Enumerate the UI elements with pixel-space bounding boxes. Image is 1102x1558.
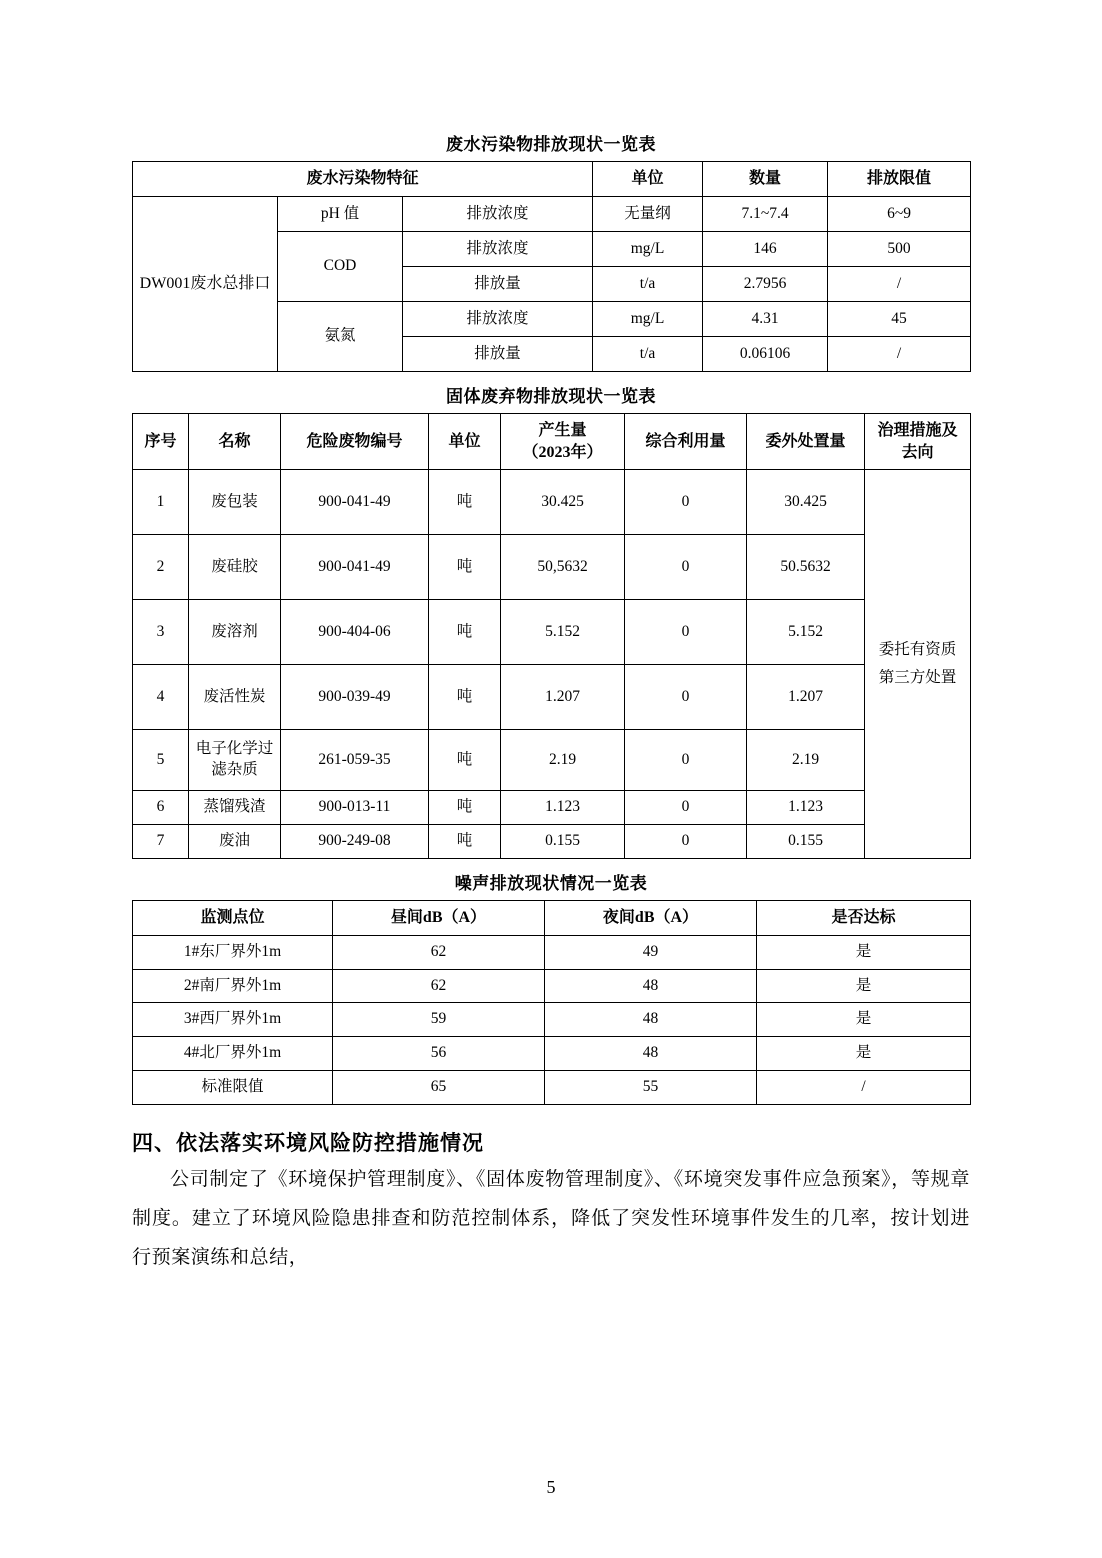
solidwaste-unit: 吨 bbox=[429, 791, 501, 825]
solidwaste-code: 261-059-35 bbox=[281, 730, 429, 791]
table-row bbox=[133, 825, 971, 859]
solidwaste-no: 5 bbox=[133, 730, 189, 791]
noise-pass: 是 bbox=[757, 969, 971, 1003]
noise-table-title: 噪声排放现状情况一览表 bbox=[454, 874, 648, 894]
solidwaste-name: 废包装 bbox=[189, 470, 281, 535]
noise-pass: 是 bbox=[757, 1003, 971, 1037]
page-number: 5 bbox=[546, 1477, 556, 1497]
solidwaste-header-measure-line2: 去向 bbox=[901, 443, 934, 461]
wastewater-item: 排放浓度 bbox=[403, 232, 593, 267]
wastewater-limit: 500 bbox=[828, 232, 971, 267]
solidwaste-no: 2 bbox=[133, 535, 189, 600]
wastewater-header-limit: 排放限值 bbox=[828, 162, 971, 197]
solidwaste-reused: 0 bbox=[625, 791, 747, 825]
noise-header-point: 监测点位 bbox=[133, 901, 333, 936]
solidwaste-outsourced: 2.19 bbox=[747, 730, 865, 791]
solidwaste-code: 900-249-08 bbox=[281, 825, 429, 859]
solidwaste-reused: 0 bbox=[625, 730, 747, 791]
solidwaste-outsourced: 30.425 bbox=[747, 470, 865, 535]
solidwaste-generated: 1.123 bbox=[501, 791, 625, 825]
table-row bbox=[133, 414, 971, 470]
solidwaste-name: 电子化学过滤杂质 bbox=[189, 730, 281, 791]
solidwaste-generated: 30.425 bbox=[501, 470, 625, 535]
solidwaste-name: 废溶剂 bbox=[189, 600, 281, 665]
wastewater-value: 4.31 bbox=[703, 302, 828, 337]
wastewater-pollutant-ph: pH 值 bbox=[278, 197, 403, 232]
noise-night: 55 bbox=[545, 1071, 757, 1105]
noise-pass: / bbox=[757, 1071, 971, 1105]
solidwaste-disposal-note bbox=[865, 470, 971, 859]
solidwaste-header-measure-line1: 治理措施及 bbox=[877, 422, 958, 439]
noise-header-pass: 是否达标 bbox=[757, 901, 971, 936]
solidwaste-code: 900-039-49 bbox=[281, 665, 429, 730]
solidwaste-no: 3 bbox=[133, 600, 189, 665]
wastewater-value: 0.06106 bbox=[703, 337, 828, 372]
solidwaste-table bbox=[132, 413, 971, 859]
solidwaste-header-measure bbox=[865, 414, 971, 470]
section-heading: 四、依法落实环境风险防控措施情况 bbox=[132, 1131, 484, 1156]
solidwaste-reused: 0 bbox=[625, 665, 747, 730]
table-row bbox=[133, 1003, 971, 1037]
solidwaste-unit: 吨 bbox=[429, 600, 501, 665]
solidwaste-name: 废活性炭 bbox=[189, 665, 281, 730]
solidwaste-header-generated-line1: 产生量 bbox=[538, 422, 587, 439]
table-row bbox=[133, 197, 971, 232]
noise-pass: 是 bbox=[757, 1037, 971, 1071]
wastewater-pollutant-ammonia: 氨氮 bbox=[278, 302, 403, 372]
solidwaste-header-generated bbox=[501, 414, 625, 470]
table-row bbox=[133, 730, 971, 791]
solidwaste-outsourced: 0.155 bbox=[747, 825, 865, 859]
wastewater-value: 146 bbox=[703, 232, 828, 267]
table-row bbox=[133, 665, 971, 730]
solidwaste-unit: 吨 bbox=[429, 665, 501, 730]
wastewater-item: 排放量 bbox=[403, 337, 593, 372]
solidwaste-unit: 吨 bbox=[429, 535, 501, 600]
solidwaste-generated: 0.155 bbox=[501, 825, 625, 859]
solidwaste-disposal-note-line1: 委托有资质 bbox=[878, 641, 957, 659]
table-row bbox=[133, 600, 971, 665]
solidwaste-header-reused: 综合利用量 bbox=[625, 414, 747, 470]
solidwaste-header-no: 序号 bbox=[133, 414, 189, 470]
noise-night: 48 bbox=[545, 1037, 757, 1071]
wastewater-unit: t/a bbox=[593, 337, 703, 372]
solidwaste-outsourced: 1.207 bbox=[747, 665, 865, 730]
wastewater-value: 7.1~7.4 bbox=[703, 197, 828, 232]
wastewater-unit: mg/L bbox=[593, 302, 703, 337]
solidwaste-code: 900-404-06 bbox=[281, 600, 429, 665]
noise-point: 4#北厂界外1m bbox=[133, 1037, 333, 1071]
solidwaste-no: 6 bbox=[133, 791, 189, 825]
solidwaste-reused: 0 bbox=[625, 825, 747, 859]
solidwaste-generated: 50,5632 bbox=[501, 535, 625, 600]
wastewater-header-amount: 数量 bbox=[703, 162, 828, 197]
solidwaste-code: 900-041-49 bbox=[281, 470, 429, 535]
table-row bbox=[133, 535, 971, 600]
solidwaste-no: 4 bbox=[133, 665, 189, 730]
solidwaste-generated: 5.152 bbox=[501, 600, 625, 665]
wastewater-value: 2.7956 bbox=[703, 267, 828, 302]
noise-day: 56 bbox=[333, 1037, 545, 1071]
solidwaste-no: 1 bbox=[133, 470, 189, 535]
wastewater-unit: mg/L bbox=[593, 232, 703, 267]
table-row bbox=[133, 162, 971, 197]
wastewater-limit: 6~9 bbox=[828, 197, 971, 232]
solidwaste-disposal-note-line2: 第三方处置 bbox=[878, 669, 957, 687]
solidwaste-unit: 吨 bbox=[429, 825, 501, 859]
noise-day: 62 bbox=[333, 935, 545, 969]
solidwaste-name: 废油 bbox=[189, 825, 281, 859]
solidwaste-reused: 0 bbox=[625, 470, 747, 535]
noise-day: 62 bbox=[333, 969, 545, 1003]
solidwaste-header-generated-line2: （2023年） bbox=[522, 443, 603, 461]
solidwaste-unit: 吨 bbox=[429, 730, 501, 791]
section-paragraph: 公司制定了《环境保护管理制度》、《固体废物管理制度》、《环境突发事件应急预案》，等规章制度。建立了环境风险隐患排查和防范控制体系，降低了突发性环境事件发生的几率，按计划进行预案演练和总结， bbox=[132, 1169, 970, 1269]
wastewater-header-feature: 废水污染物特征 bbox=[133, 162, 593, 197]
noise-point: 标准限值 bbox=[133, 1071, 333, 1105]
wastewater-unit: t/a bbox=[593, 267, 703, 302]
noise-point: 2#南厂界外1m bbox=[133, 969, 333, 1003]
solidwaste-outsourced: 50.5632 bbox=[747, 535, 865, 600]
solidwaste-table-title: 固体废弃物排放现状一览表 bbox=[446, 387, 656, 406]
table-row bbox=[133, 901, 971, 936]
solidwaste-header-code: 危险废物编号 bbox=[281, 414, 429, 470]
solidwaste-name: 废硅胶 bbox=[189, 535, 281, 600]
solidwaste-reused: 0 bbox=[625, 600, 747, 665]
solidwaste-outsourced: 5.152 bbox=[747, 600, 865, 665]
noise-header-night: 夜间dB（A） bbox=[545, 901, 757, 936]
wastewater-limit: 45 bbox=[828, 302, 971, 337]
noise-table bbox=[132, 900, 971, 1105]
solidwaste-code: 900-041-49 bbox=[281, 535, 429, 600]
noise-night: 49 bbox=[545, 935, 757, 969]
solidwaste-outsourced: 1.123 bbox=[747, 791, 865, 825]
wastewater-item: 排放量 bbox=[403, 267, 593, 302]
table-row bbox=[133, 470, 971, 535]
solidwaste-no: 7 bbox=[133, 825, 189, 859]
table-row bbox=[133, 791, 971, 825]
solidwaste-header-unit: 单位 bbox=[429, 414, 501, 470]
noise-point: 1#东厂界外1m bbox=[133, 935, 333, 969]
table-row bbox=[133, 1037, 971, 1071]
table-row bbox=[133, 935, 971, 969]
wastewater-table bbox=[132, 161, 971, 372]
solidwaste-header-name: 名称 bbox=[189, 414, 281, 470]
wastewater-item: 排放浓度 bbox=[403, 302, 593, 337]
wastewater-limit: / bbox=[828, 267, 971, 302]
wastewater-pollutant-cod: COD bbox=[278, 232, 403, 302]
wastewater-header-unit: 单位 bbox=[593, 162, 703, 197]
solidwaste-name: 蒸馏残渣 bbox=[189, 791, 281, 825]
noise-header-day: 昼间dB（A） bbox=[333, 901, 545, 936]
noise-night: 48 bbox=[545, 1003, 757, 1037]
wastewater-unit: 无量纲 bbox=[593, 197, 703, 232]
noise-pass: 是 bbox=[757, 935, 971, 969]
solidwaste-generated: 2.19 bbox=[501, 730, 625, 791]
wastewater-item: 排放浓度 bbox=[403, 197, 593, 232]
noise-point: 3#西厂界外1m bbox=[133, 1003, 333, 1037]
solidwaste-header-outsourced: 委外处置量 bbox=[747, 414, 865, 470]
table-row bbox=[133, 1071, 971, 1105]
solidwaste-reused: 0 bbox=[625, 535, 747, 600]
solidwaste-code: 900-013-11 bbox=[281, 791, 429, 825]
noise-day: 65 bbox=[333, 1071, 545, 1105]
solidwaste-generated: 1.207 bbox=[501, 665, 625, 730]
noise-day: 59 bbox=[333, 1003, 545, 1037]
solidwaste-unit: 吨 bbox=[429, 470, 501, 535]
wastewater-table-title: 废水污染物排放现状一览表 bbox=[446, 135, 656, 154]
wastewater-limit: / bbox=[828, 337, 971, 372]
wastewater-outlet-label: DW001废水总排口 bbox=[133, 197, 278, 372]
table-row bbox=[133, 969, 971, 1003]
noise-night: 48 bbox=[545, 969, 757, 1003]
